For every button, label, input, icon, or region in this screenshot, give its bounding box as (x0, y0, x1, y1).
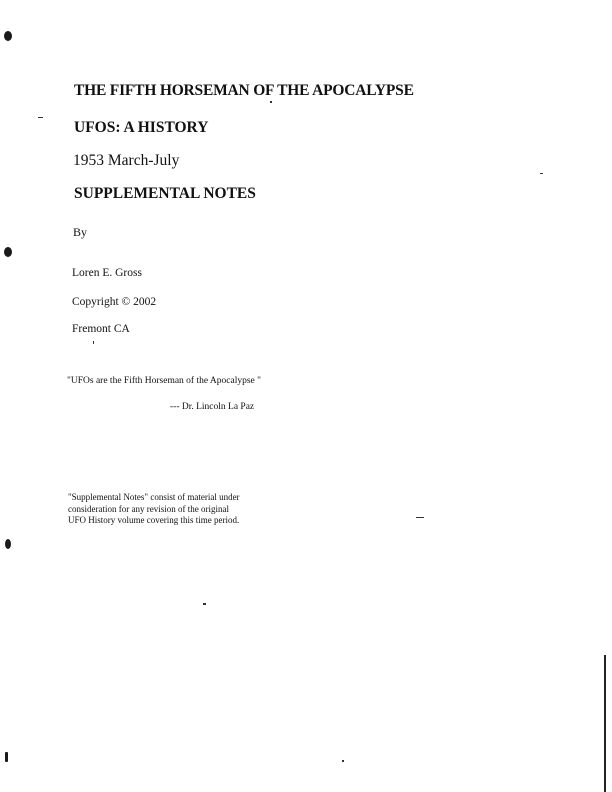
punch-hole-lower (5, 539, 11, 549)
location-text: Fremont CA (72, 323, 130, 335)
scan-speck (203, 603, 206, 605)
scan-speck (540, 173, 543, 174)
byline-label: By (73, 225, 88, 239)
document-title: THE FIFTH HORSEMAN OF THE APOCALYPSE (74, 82, 414, 99)
document-period: 1953 March-July (73, 152, 180, 169)
scan-speck (93, 341, 94, 344)
scan-speck (342, 760, 344, 762)
note-line: "Supplemental Notes" consist of material under (68, 492, 240, 502)
document-subtitle: UFOS: A HISTORY (74, 119, 209, 136)
note-line: UFO History volume covering this time period. (68, 515, 240, 525)
copyright-notice: Copyright © 2002 (72, 296, 157, 308)
punch-hole-bottom (5, 752, 8, 762)
scan-edge-line (604, 655, 606, 792)
epigraph-quote: "UFOs are the Fifth Horseman of the Apocalypse " (67, 376, 262, 386)
punch-hole-middle (4, 247, 12, 257)
epigraph-attribution: --- Dr. Lincoln La Paz (170, 402, 255, 412)
supplemental-note (68, 492, 288, 527)
scan-speck (38, 117, 43, 118)
note-line: consideration for any revision of the original (68, 503, 229, 514)
scan-speck (416, 517, 424, 518)
scan-speck (270, 101, 272, 103)
author-name: Loren E. Gross (72, 267, 142, 279)
section-heading: SUPPLEMENTAL NOTES (74, 185, 256, 202)
punch-hole-top (4, 31, 12, 41)
